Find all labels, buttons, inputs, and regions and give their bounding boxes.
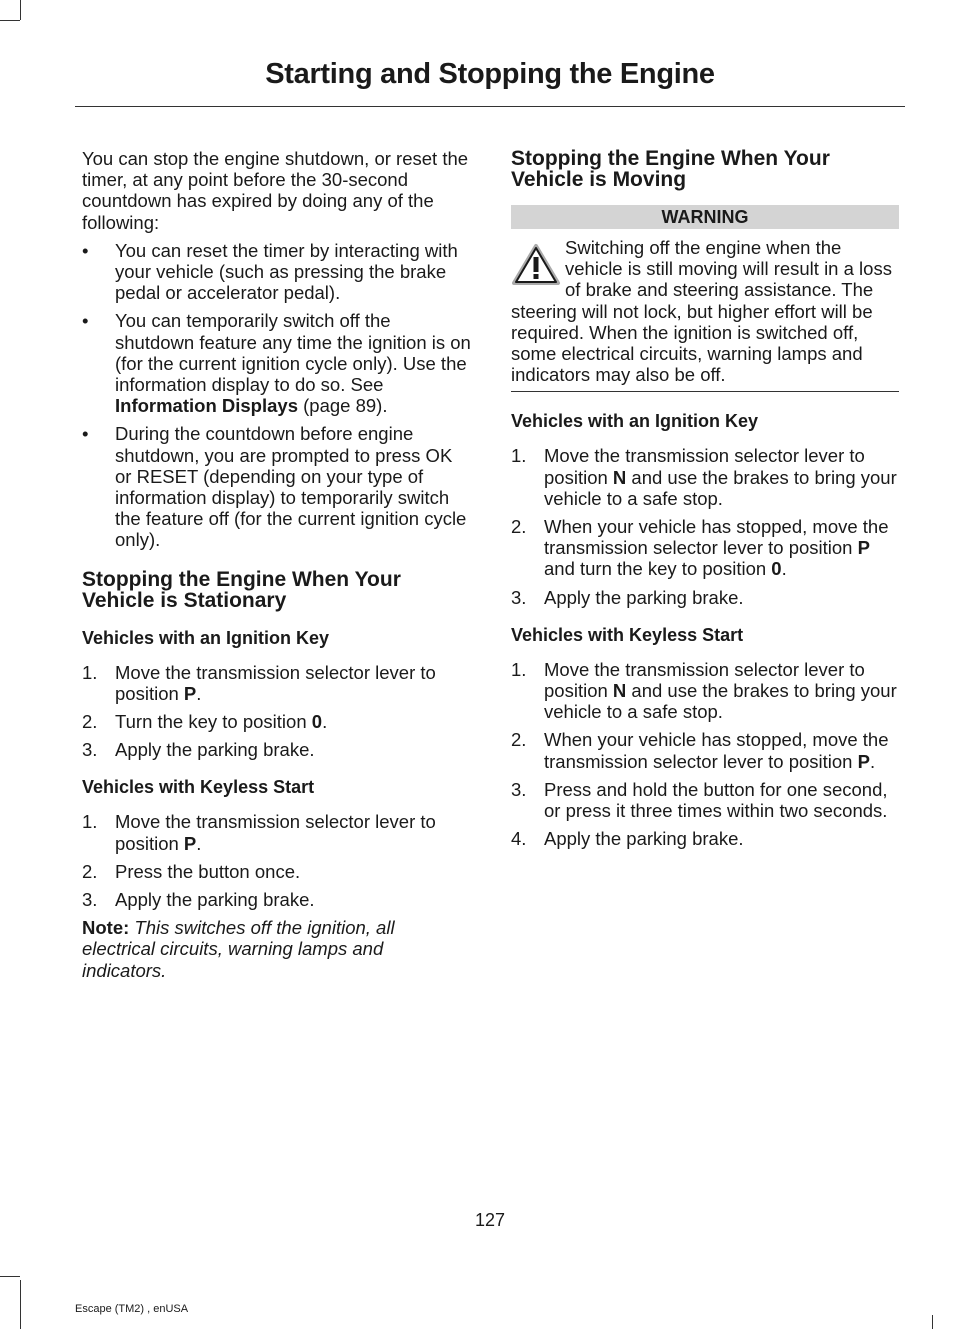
crop-mark: [20, 0, 21, 20]
list-item: [511, 587, 899, 608]
step-text: When your vehicle has stopped, move the transmission selector lever to position: [544, 729, 889, 772]
page-title: Starting and Stopping the Engine: [265, 58, 715, 90]
warning-divider: [511, 391, 899, 392]
step-text: Turn the key to position: [115, 711, 312, 733]
step-text: Apply the parking brake.: [544, 586, 744, 608]
step-number: 2.: [82, 711, 98, 733]
document-id: Escape (TM2) , enUSA: [75, 1303, 189, 1315]
list-item: [82, 310, 472, 416]
section-heading-moving: Stopping the Engine When Your Vehicle is Moving: [511, 147, 830, 191]
position-value: N: [612, 680, 627, 702]
list-item: [82, 240, 472, 304]
list-item: [82, 739, 472, 760]
step-text-end: and use the brakes to bring your vehicle to a safe stop.: [544, 680, 897, 723]
position-value: P: [183, 832, 197, 854]
list-item: [82, 811, 472, 853]
step-text-end: .: [196, 832, 202, 854]
note-label: Note:: [82, 917, 130, 939]
crop-mark: [0, 20, 20, 21]
bullet-list: [82, 240, 472, 551]
bullet-text: You can temporarily switch off the shutdown feature any time the ignition is on (for the current ignition cycle only). Use the information display to do so. See: [115, 310, 471, 396]
position-value: 0: [771, 558, 782, 580]
step-text-end: .: [322, 711, 328, 733]
step-text: Apply the parking brake.: [115, 889, 315, 911]
note-text: This switches off the ignition, all electrical circuits, warning lamps and indicators.: [82, 917, 395, 981]
list-item: [511, 779, 899, 821]
steps-list: [511, 659, 899, 850]
step-text-end: .: [781, 558, 787, 580]
right-column: [511, 148, 899, 849]
subheading-keyless-start: Vehicles with Keyless Start: [82, 777, 315, 798]
step-number: 1.: [82, 811, 98, 833]
step-text: Apply the parking brake.: [115, 739, 315, 761]
position-value: N: [612, 466, 627, 488]
bullet-text-page-ref: (page 89).: [297, 395, 388, 417]
step-number: 2.: [511, 729, 527, 751]
page-number: 127: [474, 1210, 506, 1230]
list-item: [82, 662, 472, 704]
steps-list: [82, 811, 472, 910]
step-text-end: .: [196, 682, 202, 704]
step-number: 1.: [82, 661, 98, 683]
warning-box: [511, 237, 899, 392]
list-item: [82, 711, 472, 732]
step-text: Press the button once.: [115, 860, 301, 882]
subheading-ignition-key: Vehicles with an Ignition Key: [82, 627, 330, 648]
step-number: 2.: [82, 860, 98, 882]
bullet-marker: •: [82, 310, 89, 332]
list-item: [511, 729, 899, 771]
step-text: Move the transmission selector lever to position: [115, 661, 436, 704]
step-number: 1.: [511, 658, 527, 680]
warning-text: Switching off the engine when the vehicle is still moving will result in a loss of brake and steering assistance. The steering will not lock, but higher effort will be required. When the ignition is switched off, some electrical circuits, warning lamps and indicators may also be off.: [511, 237, 892, 386]
bullet-marker: •: [82, 423, 89, 445]
crop-mark: [932, 1315, 933, 1329]
list-item: [511, 445, 899, 509]
bullet-marker: •: [82, 239, 89, 261]
step-number: 2.: [511, 516, 527, 538]
list-item: [82, 423, 472, 550]
list-item: [82, 889, 472, 910]
step-number: 4.: [511, 828, 527, 850]
list-item: [511, 828, 899, 849]
step-text: Press and hold the button for one second, or press it three times within two seconds.: [544, 778, 888, 822]
crop-mark: [0, 1276, 20, 1277]
step-number: 1.: [511, 445, 527, 467]
note: [82, 917, 472, 981]
subheading-ignition-key: Vehicles with an Ignition Key: [511, 411, 759, 432]
crop-mark: [20, 1280, 21, 1329]
position-value: 0: [311, 711, 323, 733]
information-displays-link[interactable]: Information Displays: [115, 395, 298, 417]
intro-paragraph: You can stop the engine shutdown, or reset the timer, at any point before the 30-second countdown has expired by doing any of the following:: [82, 148, 469, 233]
title-divider: [75, 106, 905, 107]
steps-list: [82, 662, 472, 761]
position-value: P: [183, 682, 197, 704]
step-text-end: .: [869, 750, 876, 772]
bullet-text: During the countdown before engine shutdown, you are prompted to press OK or RESET (depending on your type of information display) to temporarily switch the feature off (for the current ignition cycle only).: [115, 423, 467, 551]
bullet-text: You can reset the timer by interacting with your vehicle (such as pressing the brake pedal or accelerator pedal).: [115, 239, 458, 304]
warning-banner: WARNING: [511, 205, 899, 229]
list-item: [511, 659, 899, 723]
steps-list: [511, 445, 899, 607]
step-text-mid: and turn the key to position: [544, 558, 772, 580]
step-text: Move the transmission selector lever to position: [115, 811, 436, 854]
step-number: 3.: [82, 889, 98, 911]
position-value: P: [857, 750, 870, 772]
step-number: 3.: [511, 778, 527, 800]
step-text: Move the transmission selector lever to position: [544, 658, 865, 702]
step-text: Move the transmission selector lever to position: [544, 445, 865, 488]
step-number: 3.: [82, 739, 98, 761]
position-value: P: [857, 537, 870, 559]
step-number: 3.: [511, 586, 527, 608]
section-heading-stationary: Stopping the Engine When Your Vehicle is Stationary: [82, 567, 401, 612]
list-item: [82, 861, 472, 882]
step-text-end: and use the brakes to bring your vehicle to a safe stop.: [544, 466, 897, 509]
warning-triangle-icon: [511, 243, 561, 287]
step-text: When your vehicle has stopped, move the transmission selector lever to position: [544, 516, 889, 559]
left-column: [82, 148, 472, 981]
subheading-keyless-start: Vehicles with Keyless Start: [511, 624, 744, 645]
list-item: [511, 516, 899, 580]
step-text: Apply the parking brake.: [544, 828, 744, 850]
